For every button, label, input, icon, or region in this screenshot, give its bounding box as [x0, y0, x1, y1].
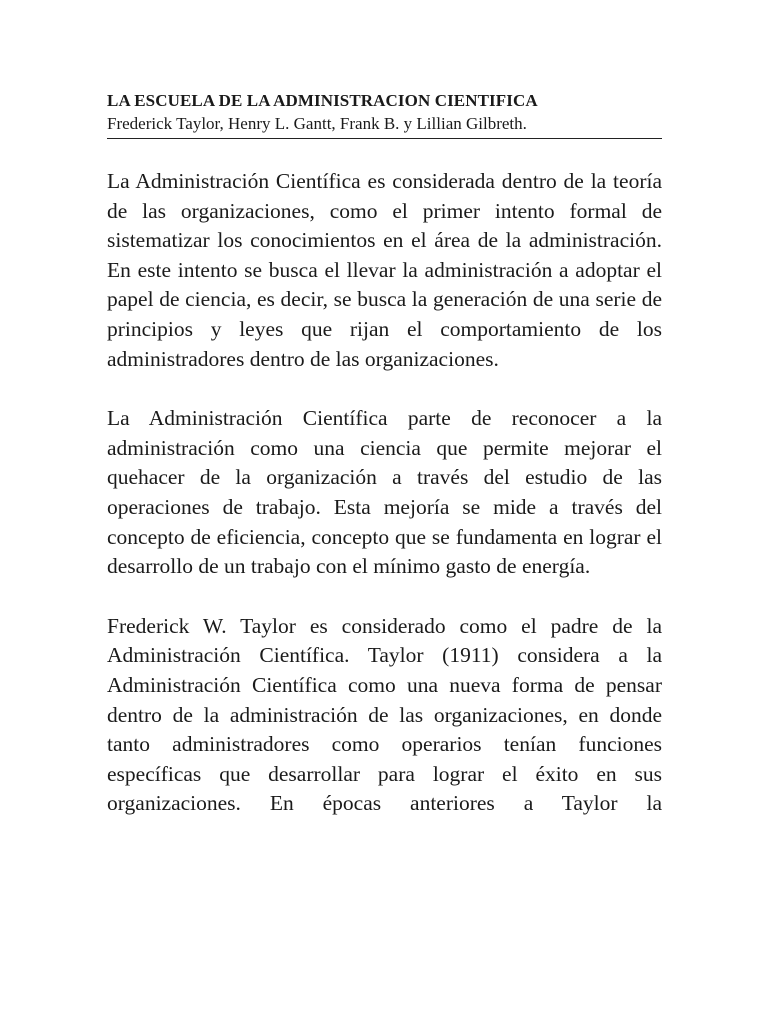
document-title: LA ESCUELA DE LA ADMINISTRACION CIENTIFICA [107, 91, 538, 110]
document-subtitle: Frederick Taylor, Henry L. Gantt, Frank B. y Lillian Gilbreth. [107, 113, 662, 139]
paragraph-1: La Administración Científica es considerada dentro de la teoría de las organizaciones, como el primer intento formal de sistematizar los conocimientos en el área de la administración. En este intento se busca el llevar la administración a adoptar el papel de ciencia, es decir, se busca la generación de una serie de principios y leyes que rijan el comportamiento de los administradores dentro de las organizaciones. [107, 169, 662, 371]
paragraph-2: La Administración Científica parte de reconocer a la administración como una ciencia que permite mejorar el quehacer de la organización a través del estudio de las operaciones de trabajo. Esta mejoría se mide a través del concepto de eficiencia, concepto que se fundamenta en lograr el desarrollo de un trabajo con el mínimo gasto de energía. [107, 406, 662, 579]
document-body [107, 167, 662, 819]
paragraph-3: Frederick W. Taylor es considerado como el padre de la Administración Científica. Taylor (1911) considera a la Administración Científica como una nueva forma de pensar dentro de la administración de las organizaciones, en donde tanto administradores como operarios tenían funciones específicas que desarrollar para lograr el éxito en sus organizaciones. En épocas anteriores a Taylor la [107, 613, 662, 816]
document-page [107, 90, 662, 849]
